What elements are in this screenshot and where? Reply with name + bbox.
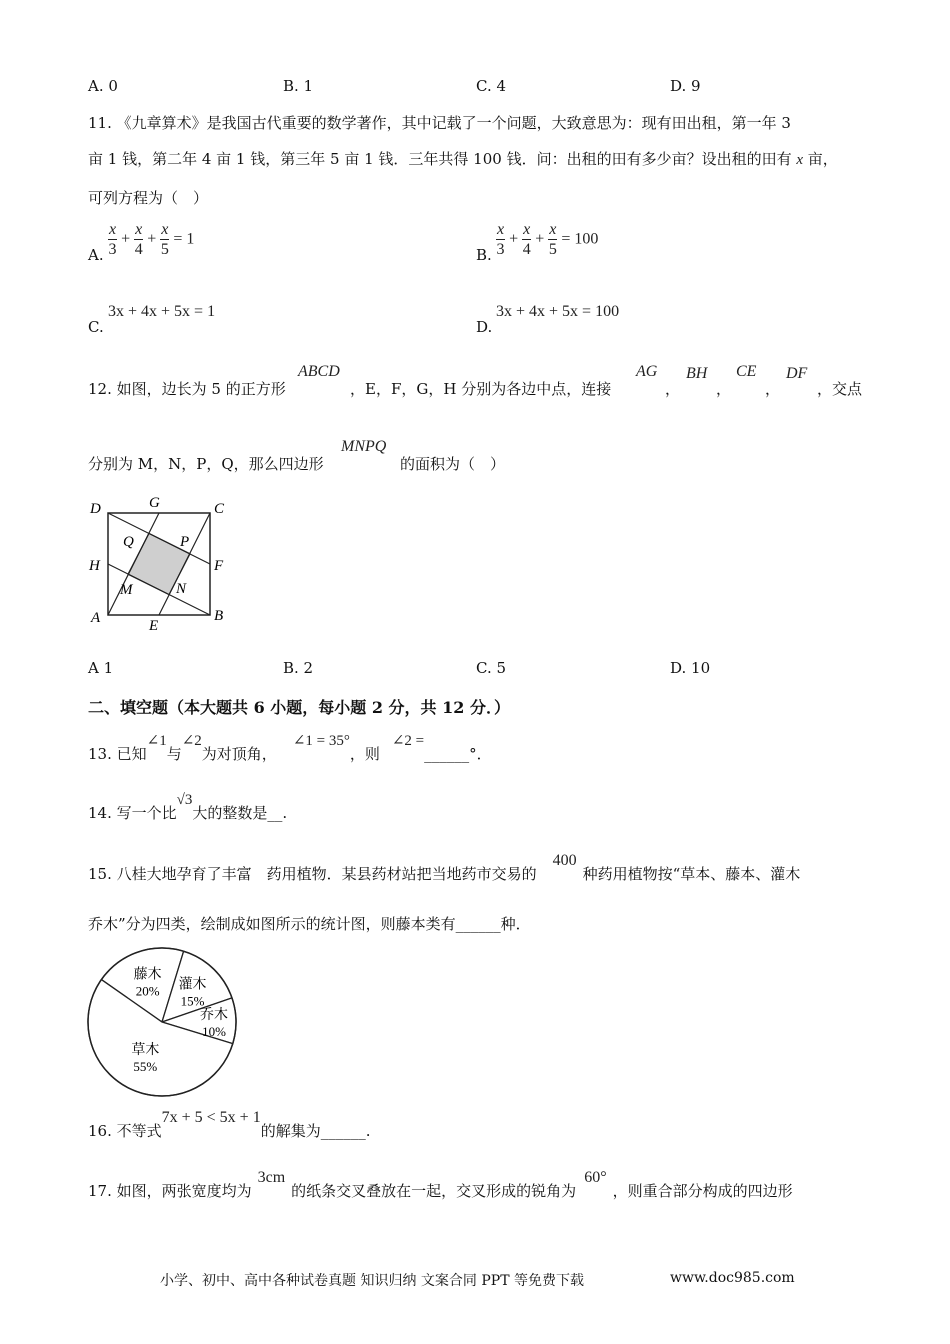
q11-option-c-equation: 3x + 4x + 5x = 1	[108, 303, 216, 320]
label-g: G	[149, 495, 160, 511]
q12-df: DF	[786, 365, 808, 382]
q10-option-a: A. 0	[88, 77, 118, 95]
frac-den: 4	[522, 241, 531, 258]
q13-angle-2-eq: ∠2 =	[391, 733, 425, 749]
q13-angle-2: ∠2	[181, 733, 202, 749]
label-d: D	[90, 501, 101, 517]
frac-den: 5	[160, 241, 169, 258]
q12-ce: CE	[736, 363, 757, 380]
q12-line1-b: ，E，F，G，H 分别为各边中点，连接	[350, 380, 612, 398]
q13-angle-1: ∠1	[146, 733, 167, 749]
q11-option-c-label: C.	[88, 318, 104, 336]
q13-text-4: ，则	[349, 745, 380, 763]
q11-line1: 11. 《九章算术》是我国古代重要的数学著作，其中记载了一个问题，大致意思为：现有田出租，第一年 3	[88, 114, 791, 132]
q12-comma-2: ，	[716, 380, 732, 398]
footer-url[interactable]: www.doc985.com	[670, 1270, 795, 1286]
frac-den: 4	[134, 241, 143, 258]
label-h: H	[89, 558, 100, 574]
q15-pie-chart	[84, 944, 240, 1100]
q11-option-a-label: A.	[88, 246, 104, 264]
frac-num: x	[135, 221, 143, 238]
q11-option-d-label: D.	[476, 318, 493, 336]
q16-text-1: 16. 不等式	[88, 1122, 162, 1140]
q14-line	[88, 792, 288, 823]
q11-var-x: x	[796, 152, 804, 168]
q11-option-a-equation	[108, 222, 194, 258]
q13-line	[88, 733, 492, 764]
pie-value-label: 15%	[180, 993, 205, 1009]
pie-category-label: 藤木	[133, 967, 162, 983]
q13-text-1: 13. 已知	[88, 745, 147, 763]
q11-line2-text-b: 亩，	[803, 150, 838, 168]
pie-value-label: 55%	[133, 1059, 158, 1075]
frac-den: 5	[548, 241, 557, 258]
q14-sqrt3: √3	[176, 792, 193, 808]
q17-angle: 60°	[584, 1169, 607, 1186]
pie-category-label: 草木	[131, 1043, 160, 1059]
q16-line	[88, 1109, 371, 1141]
q12-abcd: ABCD	[298, 363, 340, 380]
q13-angle-eq: ∠1 = 35°	[292, 733, 350, 749]
q12-ag: AG	[636, 363, 658, 380]
frac-den: 3	[496, 241, 505, 258]
q17-text-3: ，则重合部分构成的四边形	[612, 1182, 793, 1200]
rhs: = 100	[561, 230, 599, 248]
footer-text: 小学、初中、高中各种试卷真题 知识归纳 文案合同 PPT 等免费下载	[160, 1273, 584, 1289]
label-a: A	[91, 610, 101, 626]
frac-num: x	[497, 221, 505, 238]
q11-line3: 可列方程为（ ）	[88, 189, 209, 207]
q12-option-c: C. 5	[476, 659, 507, 677]
q12-bh: BH	[686, 365, 708, 382]
q12-square-figure	[84, 490, 234, 635]
label-q: Q	[123, 534, 134, 550]
q10-option-d: D. 9	[670, 77, 701, 95]
pie-category-label: 灌木	[178, 977, 207, 993]
frac-num: x	[109, 221, 117, 238]
q12-option-d: D. 10	[670, 659, 711, 677]
q12-line1-end: ，交点	[817, 380, 863, 398]
plus-sign: +	[121, 230, 131, 248]
q14-text-2: 大的整数是__.	[192, 804, 288, 822]
q12-mnpq: MNPQ	[341, 438, 387, 455]
q11-line2-text-a: 亩 1 钱，第二年 4 亩 1 钱，第三年 5 亩 1 钱．三年共得 100 钱．问：出租的田有多少亩？设出租的田有	[88, 150, 797, 168]
q12-comma-1: ，	[665, 380, 681, 398]
label-f: F	[214, 558, 224, 574]
q17-line	[88, 1169, 793, 1201]
label-m: M	[120, 582, 133, 598]
q14-text-1: 14. 写一个比	[88, 804, 177, 822]
frac-den: 3	[108, 241, 117, 258]
rhs: = 1	[173, 230, 195, 248]
frac-num: x	[549, 221, 557, 238]
q13-text-5: ______°．	[424, 745, 492, 763]
q12-line2: 分别为 M，N，P，Q，那么四边形	[88, 455, 324, 473]
q11-option-d-equation: 3x + 4x + 5x = 100	[496, 303, 620, 320]
frac-num: x	[161, 221, 169, 238]
label-b: B	[214, 608, 224, 624]
pie-value-label: 20%	[135, 983, 160, 999]
q15-text-1: 15. 八桂大地孕育了丰富 药用植物．某县药材站把当地药市交易的	[88, 865, 537, 883]
q13-text-3: 为对顶角，	[201, 745, 277, 763]
pie-category-label: 乔木	[199, 1008, 228, 1024]
label-n: N	[176, 581, 187, 597]
pie-value-label: 10%	[202, 1024, 226, 1040]
q10-option-b: B. 1	[283, 77, 314, 95]
q10-option-c: C. 4	[476, 77, 507, 95]
q15-text-2: 种药用植物按“草本、藤本、灌木	[582, 865, 801, 883]
q13-text-2: 与	[166, 745, 182, 763]
q17-text-1: 17. 如图，两张宽度均为	[88, 1182, 252, 1200]
q17-width: 3cm	[257, 1169, 286, 1186]
q15-line1	[88, 852, 801, 884]
q11-option-b-label: B.	[476, 246, 492, 264]
plus-sign: +	[535, 230, 545, 248]
plus-sign: +	[509, 230, 519, 248]
q11-line2	[88, 148, 838, 169]
q15-line2: 乔木”分为四类，绘制成如图所示的统计图，则藤本类有______种．	[88, 915, 531, 933]
q12-comma-3: ，	[765, 380, 781, 398]
label-c: C	[214, 501, 225, 517]
q12-line2-end: 的面积为（ ）	[400, 455, 506, 473]
label-e: E	[149, 618, 159, 634]
section-2-title: 二、填空题（本大题共 6 小题，每小题 2 分，共 12 分．）	[88, 698, 510, 717]
label-p: P	[180, 534, 190, 550]
q12-option-a: A 1	[88, 659, 114, 677]
q15-number-400: 400	[552, 852, 577, 869]
plus-sign: +	[147, 230, 157, 248]
q16-text-2: 的解集为______.	[260, 1122, 371, 1140]
q16-inequality: 7x + 5 < 5x + 1	[161, 1109, 261, 1126]
q11-option-b-equation	[496, 222, 598, 258]
q12-option-b: B. 2	[283, 659, 314, 677]
frac-num: x	[523, 221, 531, 238]
q17-text-2: 的纸条交叉叠放在一起，交叉形成的锐角为	[291, 1182, 577, 1200]
q12-line1: 12. 如图，边长为 5 的正方形	[88, 380, 286, 398]
